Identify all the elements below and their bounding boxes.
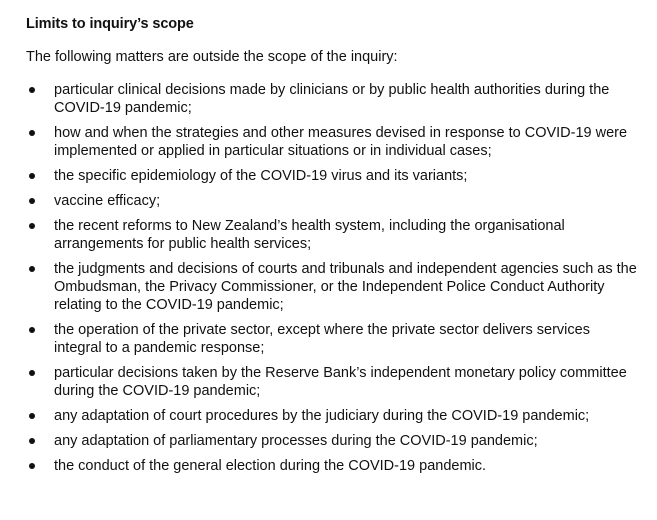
bullet-icon — [29, 173, 35, 179]
list-item-text: any adaptation of parliamentary processes during the COVID-19 pandemic; — [54, 433, 538, 449]
bullet-icon — [29, 130, 35, 136]
bullet-icon — [29, 87, 35, 93]
list-item — [26, 81, 637, 117]
bullet-icon — [29, 198, 35, 204]
scope-exclusions-list — [26, 81, 637, 475]
bullet-icon — [29, 413, 35, 419]
list-item-text: any adaptation of court procedures by the judiciary during the COVID-19 pandemic; — [54, 408, 590, 424]
bullet-icon — [29, 438, 35, 444]
list-item-text: the conduct of the general election during the COVID-19 pandemic. — [54, 458, 487, 474]
bullet-icon — [29, 463, 35, 469]
list-item — [26, 192, 637, 210]
bullet-icon — [29, 370, 35, 376]
list-item-text: the operation of the private sector, except where the private sector delivers services integral to a pandemic response; — [54, 322, 590, 356]
list-item — [26, 321, 637, 357]
bullet-icon — [29, 266, 35, 272]
list-item-text: the recent reforms to New Zealand’s health system, including the organisational arrangements for public health services; — [54, 218, 565, 252]
list-item — [26, 124, 637, 160]
list-item-text: how and when the strategies and other measures devised in response to COVID-19 were implemented or applied in particular situations or in individual cases; — [54, 125, 628, 159]
list-item — [26, 167, 637, 185]
list-item — [26, 260, 637, 314]
bullet-icon — [29, 223, 35, 229]
list-item — [26, 432, 637, 450]
section-heading: Limits to inquiry’s scope — [26, 16, 194, 32]
list-item-text: particular clinical decisions made by clinicians or by public health authorities during the COVID-19 pandemic; — [54, 82, 610, 116]
list-item — [26, 407, 637, 425]
list-item — [26, 217, 637, 253]
list-item — [26, 457, 637, 475]
list-item — [26, 364, 637, 400]
list-item-text: the specific epidemiology of the COVID-19 virus and its variants; — [54, 168, 468, 184]
list-item-text: particular decisions taken by the Reserve Bank’s independent monetary policy committee during the COVID-19 pandemic; — [54, 365, 627, 399]
intro-paragraph: The following matters are outside the scope of the inquiry: — [26, 49, 398, 65]
bullet-icon — [29, 327, 35, 333]
list-item-text: the judgments and decisions of courts and tribunals and independent agencies such as the Ombudsman, the Privacy Commissioner, or the Independent Police Conduct Authority relating to the COVID-19 pandemic; — [54, 261, 637, 313]
list-item-text: vaccine efficacy; — [54, 193, 161, 209]
